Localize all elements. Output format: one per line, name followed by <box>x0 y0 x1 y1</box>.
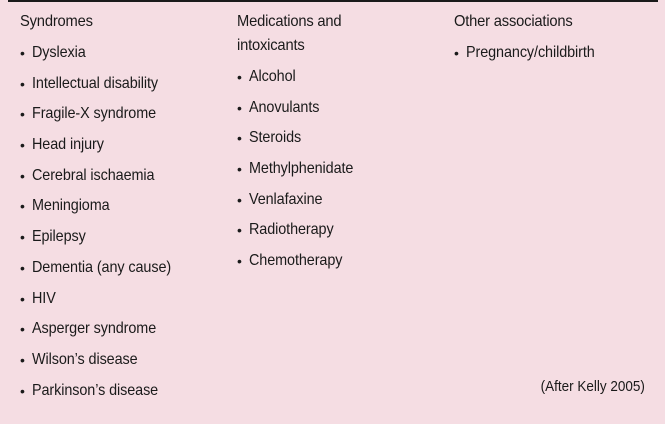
bullet-icon: • <box>20 229 25 246</box>
top-rule <box>8 0 658 2</box>
list-item: • Intellectual disability <box>20 72 225 103</box>
bullet-icon: • <box>237 191 242 208</box>
bullet-icon: • <box>237 161 242 178</box>
column-heading-syndromes: Syndromes <box>20 13 93 30</box>
list-item: • Radiotherapy <box>237 218 442 249</box>
list-item: • Asperger syndrome <box>20 317 225 348</box>
column-heading-medications: Medications and intoxicants <box>237 13 342 54</box>
list-item: • Chemotherapy <box>237 249 442 280</box>
bullet-icon: • <box>237 69 242 85</box>
bullet-icon: • <box>20 75 25 92</box>
bullet-icon: • <box>20 45 25 61</box>
list-item: • Parkinson’s disease <box>20 379 225 410</box>
list-item: • Methylphenidate <box>237 157 442 188</box>
bullet-icon: • <box>20 290 25 307</box>
column-syndromes <box>20 10 225 409</box>
citation: (After Kelly 2005) <box>540 378 645 395</box>
list-item: • HIV <box>20 287 225 318</box>
list-item: • Cerebral ischaemia <box>20 164 225 195</box>
medications-list <box>237 65 442 280</box>
list-item: • Steroids <box>237 126 442 157</box>
bullet-icon: • <box>20 137 25 154</box>
bullet-icon: • <box>20 198 25 215</box>
bullet-icon: • <box>20 106 25 123</box>
list-item: • Meningioma <box>20 194 225 225</box>
list-item: • Dementia (any cause) <box>20 256 225 287</box>
column-medications <box>237 10 442 280</box>
list-item: • Dyslexia <box>20 41 225 72</box>
bullet-icon: • <box>237 99 242 116</box>
bullet-icon: • <box>237 222 242 239</box>
bullet-icon: • <box>20 259 25 276</box>
syndromes-list <box>20 41 225 409</box>
list-item: • Venlafaxine <box>237 188 442 219</box>
other-associations-list <box>454 41 659 72</box>
list-item: • Wilson’s disease <box>20 348 225 379</box>
list-item: • Epilepsy <box>20 225 225 256</box>
list-item: • Fragile-X syndrome <box>20 102 225 133</box>
column-other-associations <box>454 10 659 72</box>
bullet-icon: • <box>237 130 242 147</box>
bullet-icon: • <box>20 382 25 399</box>
column-heading-other: Other associations <box>454 13 573 30</box>
bullet-icon: • <box>237 253 242 270</box>
bullet-icon: • <box>20 321 25 338</box>
list-item: • Alcohol <box>237 65 442 96</box>
list-item: • Head injury <box>20 133 225 164</box>
bullet-icon: • <box>20 167 25 184</box>
bullet-icon: • <box>20 351 25 368</box>
list-item: • Pregnancy/childbirth <box>454 41 659 72</box>
bullet-icon: • <box>454 45 459 61</box>
list-item: • Anovulants <box>237 96 442 127</box>
